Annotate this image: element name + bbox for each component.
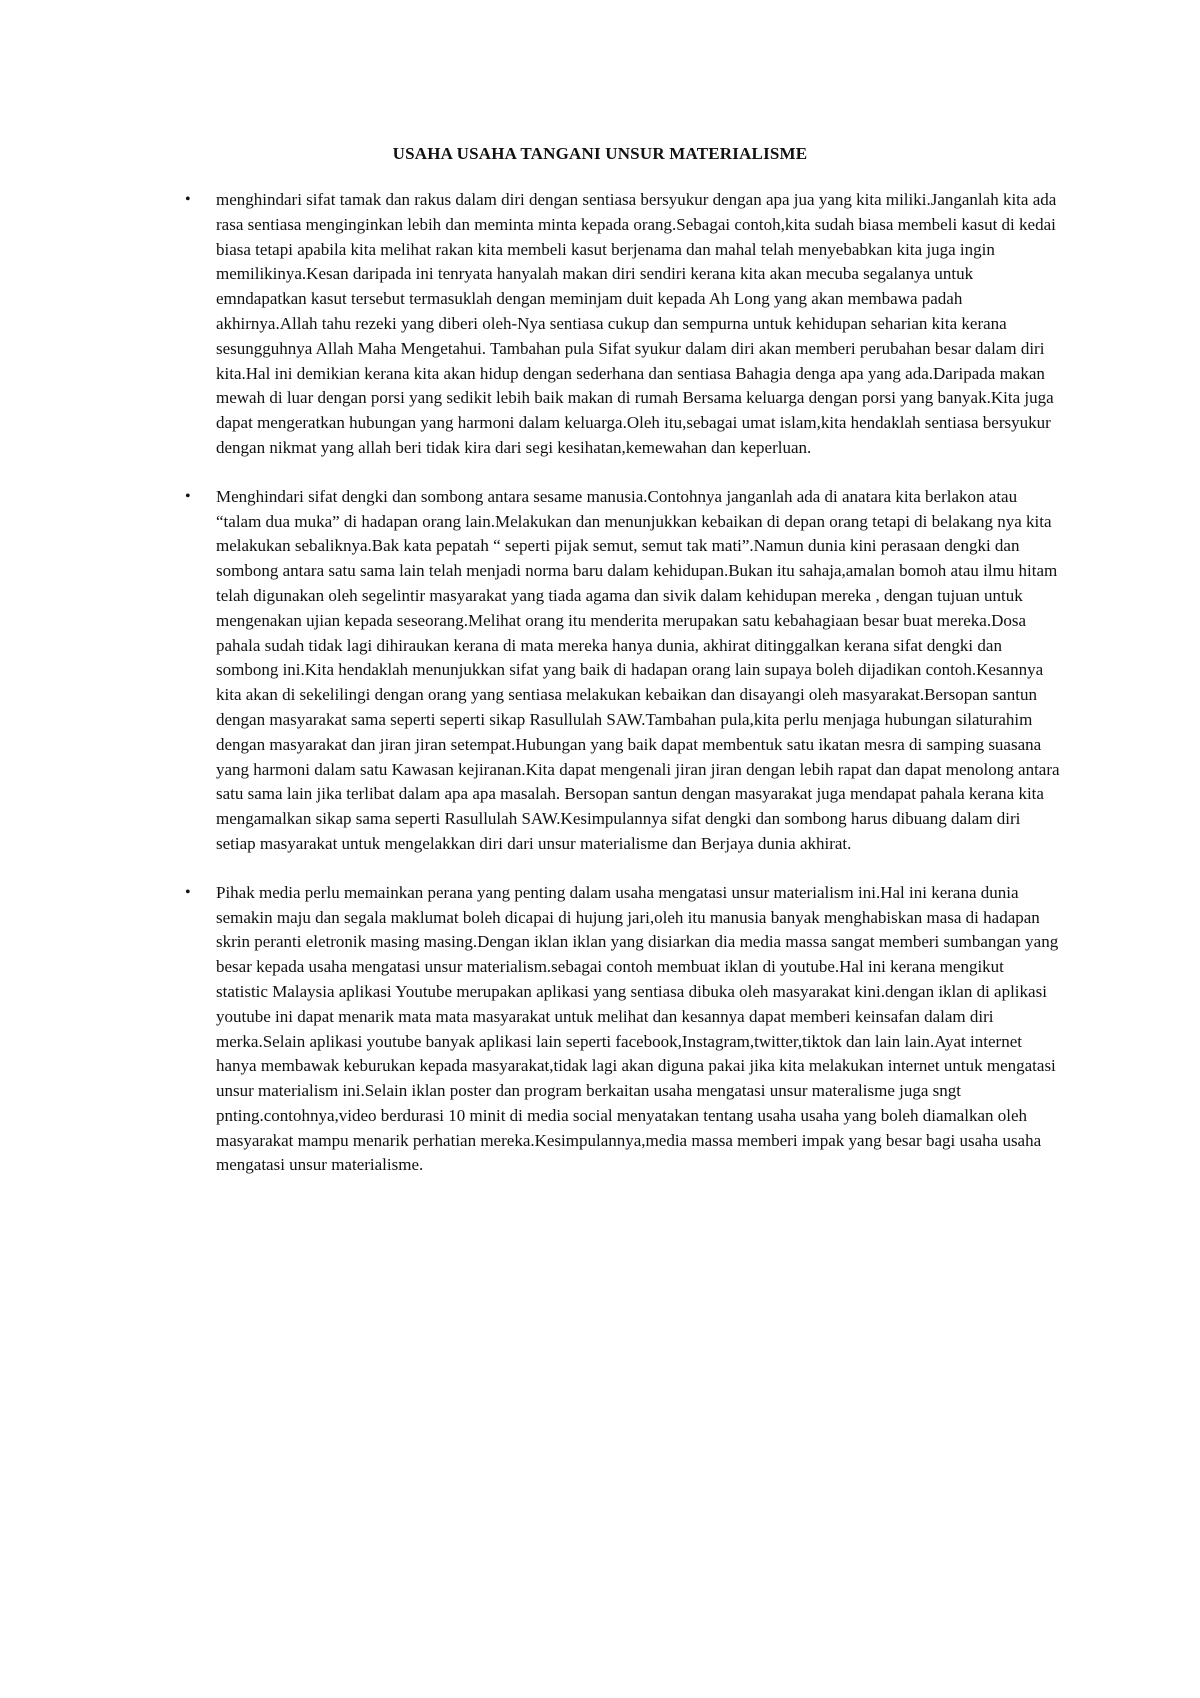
- paragraph-media-role: Pihak media perlu memainkan perana yang penting dalam usaha mengatasi unsur materialism ini.Hal ini kerana dunia semakin maju dan segala maklumat boleh dicapai di hujung jari,oleh itu manusia banyak menghabiskan masa di hadapan skrin peranti eletronik masing masing.Dengan iklan iklan yang disiarkan dia media massa sangat memberi sumbangan yang besar kepada usaha mengatasi unsur materialism.sebagai contoh membuat iklan di youtube.Hal ini kerana mengikut statistic Malaysia aplikasi Youtube merupakan aplikasi yang sentiasa dibuka oleh masyarakat kini.dengan iklan di aplikasi youtube ini dapat menarik mata mata masyarakat untuk melihat dan kesannya dapat memberi keinsafan dalam diri merka.Selain aplikasi youtube banyak aplikasi lain seperti facebook,Instagram,twitter,tiktok dan lain lain.Ayat internet hanya membawak keburukan kepada masyarakat,tidak lagi akan diguna pakai jika kita melakukan internet untuk mengatasi unsur materialism ini.Selain iklan poster dan program berkaitan usaha mengatasi unsur materalisme juga sngt pnting.contohnya,video berdurasi 10 minit di media social menyatakan tentang usaha usaha yang boleh diamalkan oleh masyarakat mampu menarik perhatian mereka.Kesimpulannya,media massa memberi impak yang besar bagi usaha usaha mengatasi unsur materialisme.: [216, 882, 1059, 1175]
- document-title: USAHA USAHA TANGANI UNSUR MATERIALISME: [392, 144, 808, 163]
- list-item: [185, 188, 1060, 461]
- list-item: [185, 881, 1060, 1179]
- bullet-icon: •: [185, 883, 191, 901]
- list-item: [185, 485, 1060, 857]
- bullet-list: [185, 188, 1060, 1202]
- paragraph-materialism-greed: menghindari sifat tamak dan rakus dalam diri dengan sentiasa bersyukur dengan apa jua yang kita miliki.Janganlah kita ada rasa sentiasa menginginkan lebih dan meminta minta kepada orang.Sebagai contoh,kita sudah biasa membeli kasut di kedai biasa tetapi apabila kita melihat rakan kita membeli kasut berjenama dan mahal telah menyebabkan kita juga ingin memilikinya.Kesan daripada ini tenryata hanyalah makan diri sendiri kerana kita akan mecuba segalanya untuk emndapatkan kasut tersebut termasuklah dengan meminjam duit kepada Ah Long yang akan membawa padah akhirnya.Allah tahu rezeki yang diberi oleh-Nya sentiasa cukup dan sempurna untuk kehidupan seharian kita kerana sesungguhnya Allah Maha Mengetahui. Tambahan pula Sifat syukur dalam diri akan memberi perubahan besar dalam diri kita.Hal ini demikian kerana kita akan hidup dengan sederhana dan sentiasa Bahagia denga apa yang ada.Daripada makan mewah di luar dengan porsi yang sedikit lebih baik makan di rumah Bersama keluarga dengan porsi yang banyak.Kita juga dapat mengeratkan hubungan yang harmoni dalam keluarga.Oleh itu,sebagai umat islam,kita hendaklah sentiasa bersyukur dengan nikmat yang allah beri tidak kira dari segi kesihatan,kemewahan dan keperluan.: [216, 190, 1057, 457]
- paragraph-envy-arrogance: Menghindari sifat dengki dan sombong antara sesame manusia.Contohnya janganlah ada di anatara kita berlakon atau “talam dua muka” di hadapan orang lain.Melakukan dan menunjukkan kebaikan di depan orang tetapi di belakang nya kita melakukan sebaliknya.Bak kata pepatah “ seperti pijak semut, semut tak mati”.Namun dunia kini perasaan dengki dan sombong antara satu sama lain telah menjadi norma baru dalam kehidupan.Bukan itu sahaja,amalan bomoh atau ilmu hitam telah digunakan oleh segelintir masyarakat yang tiada agama dan sivik dalam kehidupan mereka , dengan tujuan untuk mengenakan ujian kepada seseorang.Melihat orang itu menderita merupakan satu kebahagiaan besar buat mereka.Dosa pahala sudah tidak lagi dihiraukan kerana di mata mereka hanya dunia, akhirat ditinggalkan kerana sifat dengki dan sombong ini.Kita hendaklah menunjukkan sifat yang baik di hadapan orang lain supaya boleh dijadikan contoh.Kesannya kita akan di sekelilingi dengan orang yang sentiasa melakukan kebaikan dan disayangi oleh masyarakat.Bersopan santun dengan masyarakat sama seperti seperti sikap Rasullulah SAW.Tambahan pula,kita perlu menjaga hubungan silaturahim dengan masyarakat dan jiran jiran setempat.Hubungan yang baik dapat membentuk satu ikatan mesra di samping suasana yang harmoni dalam satu Kawasan kejiranan.Kita dapat mengenali jiran jiran dengan lebih rapat dan dapat menolong antara satu sama lain jika terlibat dalam apa apa masalah. Bersopan santun dengan masyarakat juga mendapat pahala kerana kita mengamalkan sikap sama seperti Rasullulah SAW.Kesimpulannya sifat dengki dan sombong harus dibuang dalam diri setiap masyarakat untuk mengelakkan diri dari unsur materialisme dan Berjaya dunia akhirat.: [216, 486, 1060, 853]
- bullet-icon: •: [185, 191, 191, 208]
- bullet-icon: •: [185, 487, 191, 505]
